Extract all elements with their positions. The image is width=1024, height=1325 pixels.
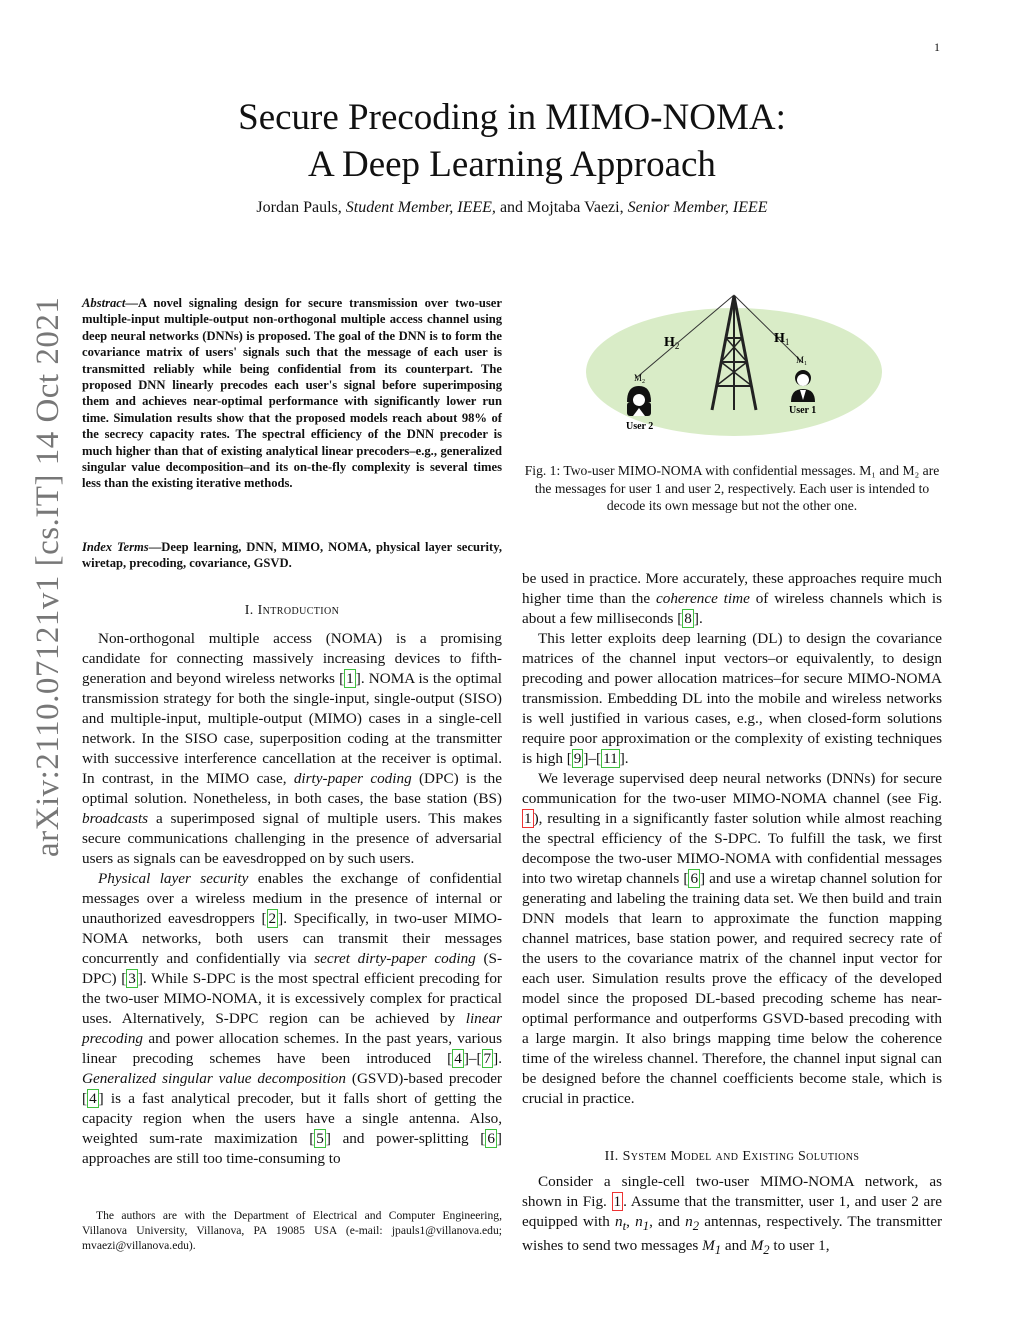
- section-1-heading: I. Introduction: [244, 603, 340, 618]
- citation-link[interactable]: 11: [603, 750, 618, 767]
- right-paragraph-continuation: be used in practice. More accurately, these approaches require much higher time than the coherence time of wireless channels which is about a few milliseconds [ 8 ].: [522, 570, 942, 627]
- citation-link[interactable]: 8: [684, 610, 692, 627]
- intro-paragraph-2: Physical layer security enables the exchange of confidential messages over a wireless medium in the presence of internal or unauthorized eavesdroppers [ 2 ]. Specifically, in two-user MIMO-NOMA networks, both users can transmit their messages concurrently and confidentially via secret dirty-paper coding (S-DPC) [ 3 ]. While S-DPC is the most spectral efficient precoding for the two-user MIMO-NOMA, it is excessively complex for practical uses. Alternatively, S-DPC region can be achieved by linear precoding and power allocation schemes. In the past years, various linear precoding schemes have been introduced [ 4 ]–[ 7 ]. Generalized singular value decomposition (GSVD)-based precoder [ 4 ] is a fast analytical precoder, but it falls short of getting the capacity region when the users have a single antenna. Also, weighted sum-rate maximization [ 5 ] and power-splitting [ 6 ] approaches are still too time-consuming to: [82, 870, 503, 1167]
- section-2-heading: II. System Model and Existing Solutions: [604, 1149, 860, 1164]
- figure-1-caption: Fig. 1: Two-user MIMO-NOMA with confidential messages. M₁ and M₂ are the messages for user 1 and user 2, respectively. Each user is intended to decode its own message but not the other one.: [524, 463, 940, 513]
- user-2-icon: [627, 386, 651, 416]
- index-terms-label: Index Terms: [82, 540, 149, 554]
- h1-label: $H_1$: [774, 331, 790, 347]
- intro-paragraph-1: Non-orthogonal multiple access (NOMA) is a promising candidate for connecting massively increasing devices to fifth-generation and beyond wireless networks [ 1 ]. NOMA is the optimal transmission strategy for both the single-input, single-output (SISO) and multiple-input, multiple-output (MIMO) cases in a single-cell network. In the SISO case, superposition coding at the transmitter with successive interference cancellation at the receiver is optimal. In contrast, in the MIMO case, dirty-paper coding (DPC) is the optimal solution. Nonetheless, in both cases, the base station (BS) broadcasts a superimposed signal of multiple users. This makes secure communications challenging in the presence of adversarial users as signals can be eavesdropped on by such users.: [82, 630, 502, 867]
- citation-link[interactable]: 2: [268, 910, 277, 927]
- paper-title: [0, 94, 1024, 188]
- citation-link[interactable]: 7: [483, 1050, 492, 1067]
- citation-link[interactable]: 4: [89, 1090, 97, 1107]
- figure-1-diagram: [584, 290, 884, 440]
- citation-link[interactable]: 6: [487, 1130, 495, 1147]
- user-2-label: User 2: [626, 421, 654, 432]
- h2-label: $H_2$: [664, 335, 680, 351]
- introduction-body: [82, 629, 502, 1169]
- abstract-label: Abstract: [82, 296, 126, 310]
- citation-link[interactable]: 4: [454, 1050, 462, 1067]
- abstract: [82, 295, 502, 492]
- author-1-role: Student Member, IEEE,: [345, 199, 496, 216]
- index-terms: [82, 539, 502, 572]
- author-2-role: Senior Member, IEEE: [627, 199, 768, 216]
- author-1: Jordan Pauls,: [256, 199, 342, 216]
- index-terms-text: —Deep learning, DNN, MIMO, NOMA, physical layer security, wiretap, precoding, covariance, GSVD.: [82, 540, 502, 571]
- right-paragraph-2: We leverage supervised deep neural networks (DNNs) for secure communication for the two-user MIMO-NOMA channel (see Fig. 1 ), resulting in a significantly faster solution while almost reaching the spectral efficiency of the S-DPC. To fulfill the task, we first decompose the two-user MIMO-NOMA with confidential messages into two wiretap channels [ 6 ] and use a wiretap channel solution for generating and labeling the training data set. We then build and train DNN models that learn to approximate the function mapping channel matrices, base station power, and required secrecy rate of the users to the covariance matrix of the channel input vector for each user. Simulation results prove the efficacy of the developed model since the proposed DL-based precoding scheme has near-optimal performance and outperforms GSVD-based precoding with a large margin. It also brings mapping time below the coherence time of the wireless channel. Therefore, the channel input signal can be designed before the channel coefficients become stale, which is crucial in practice.: [522, 770, 942, 1107]
- figure-link[interactable]: 1: [613, 1193, 622, 1210]
- figure-link[interactable]: 1: [524, 810, 532, 827]
- page-number: 1: [934, 40, 940, 54]
- arxiv-identifier: arXiv:2110.07121v1 [cs.IT] 14 Oct 2021: [30, 296, 66, 857]
- section-2-paragraph-1: Consider a single-cell two-user MIMO-NOMA network, as shown in Fig. 1 . Assume that the transmitter, user 1, and user 2 are equipped with $n_t$, $n_1$, and $n_2$ antennas, respectively. The transmitter wishes to send two messages $M_1$ and $M_2$ to user 1,: [522, 1173, 943, 1258]
- citation-link[interactable]: 3: [128, 970, 136, 987]
- footnote: [82, 1208, 502, 1253]
- citation-link[interactable]: 6: [690, 870, 699, 887]
- right-paragraph-1: This letter exploits deep learning (DL) to design the covariance matrices of the channel input vectors–or equivalently, to design precoding and power allocation matrices–for secure MIMO-NOMA transmission. Embedding DL into the mobile and wireless networks is well justified in various cases, e.g., when closed-form solutions require poor approximation or the complexity of existing techniques is high [ 9 ]–[ 11 ].: [522, 630, 942, 767]
- user-1-label: User 1: [789, 405, 817, 416]
- section-2-body: [522, 1172, 942, 1260]
- footnote-text: The authors are with the Department of Electrical and Computer Engineering, Villanova University, Villanova, PA 19085 USA (e-mail: jpauls1@villanova.edu; mvaezi@villanova.edu).: [82, 1209, 502, 1252]
- citation-link[interactable]: 9: [573, 750, 582, 767]
- citation-link[interactable]: 1: [346, 670, 354, 687]
- m2-label: $M_2$: [634, 373, 646, 385]
- m1-label: $M_1$: [796, 355, 808, 367]
- abstract-text: —A novel signaling design for secure transmission over two-user multiple-input multiple-output non-orthogonal multiple access channel using deep neural networks (DNNs) is proposed. The goal of the DNN is to form the covariance matrix of users' signals such that the message of each user is transmitted reliably while being confidential from its counterpart. The proposed DNN linearly precodes each user's signal before superimposing them and achieves near-optimal performance with significantly lower run time. Simulation results show that the proposed models reach about 98% of the secrecy capacity rates. The spectral efficiency of the DNN precoder is much higher than that of existing analytical linear precoders–e.g., generalized singular value decomposition–and its on-the-fly complexity is several times less than the existing iterative methods.: [82, 296, 502, 491]
- author-2: and Mojtaba Vaezi,: [499, 199, 624, 216]
- author-line: [0, 199, 1024, 217]
- citation-link[interactable]: 5: [316, 1130, 324, 1147]
- title-line-2: A Deep Learning Approach: [308, 144, 716, 185]
- title-line-1: Secure Precoding in MIMO-NOMA:: [238, 97, 786, 138]
- right-column-body: [522, 569, 942, 1109]
